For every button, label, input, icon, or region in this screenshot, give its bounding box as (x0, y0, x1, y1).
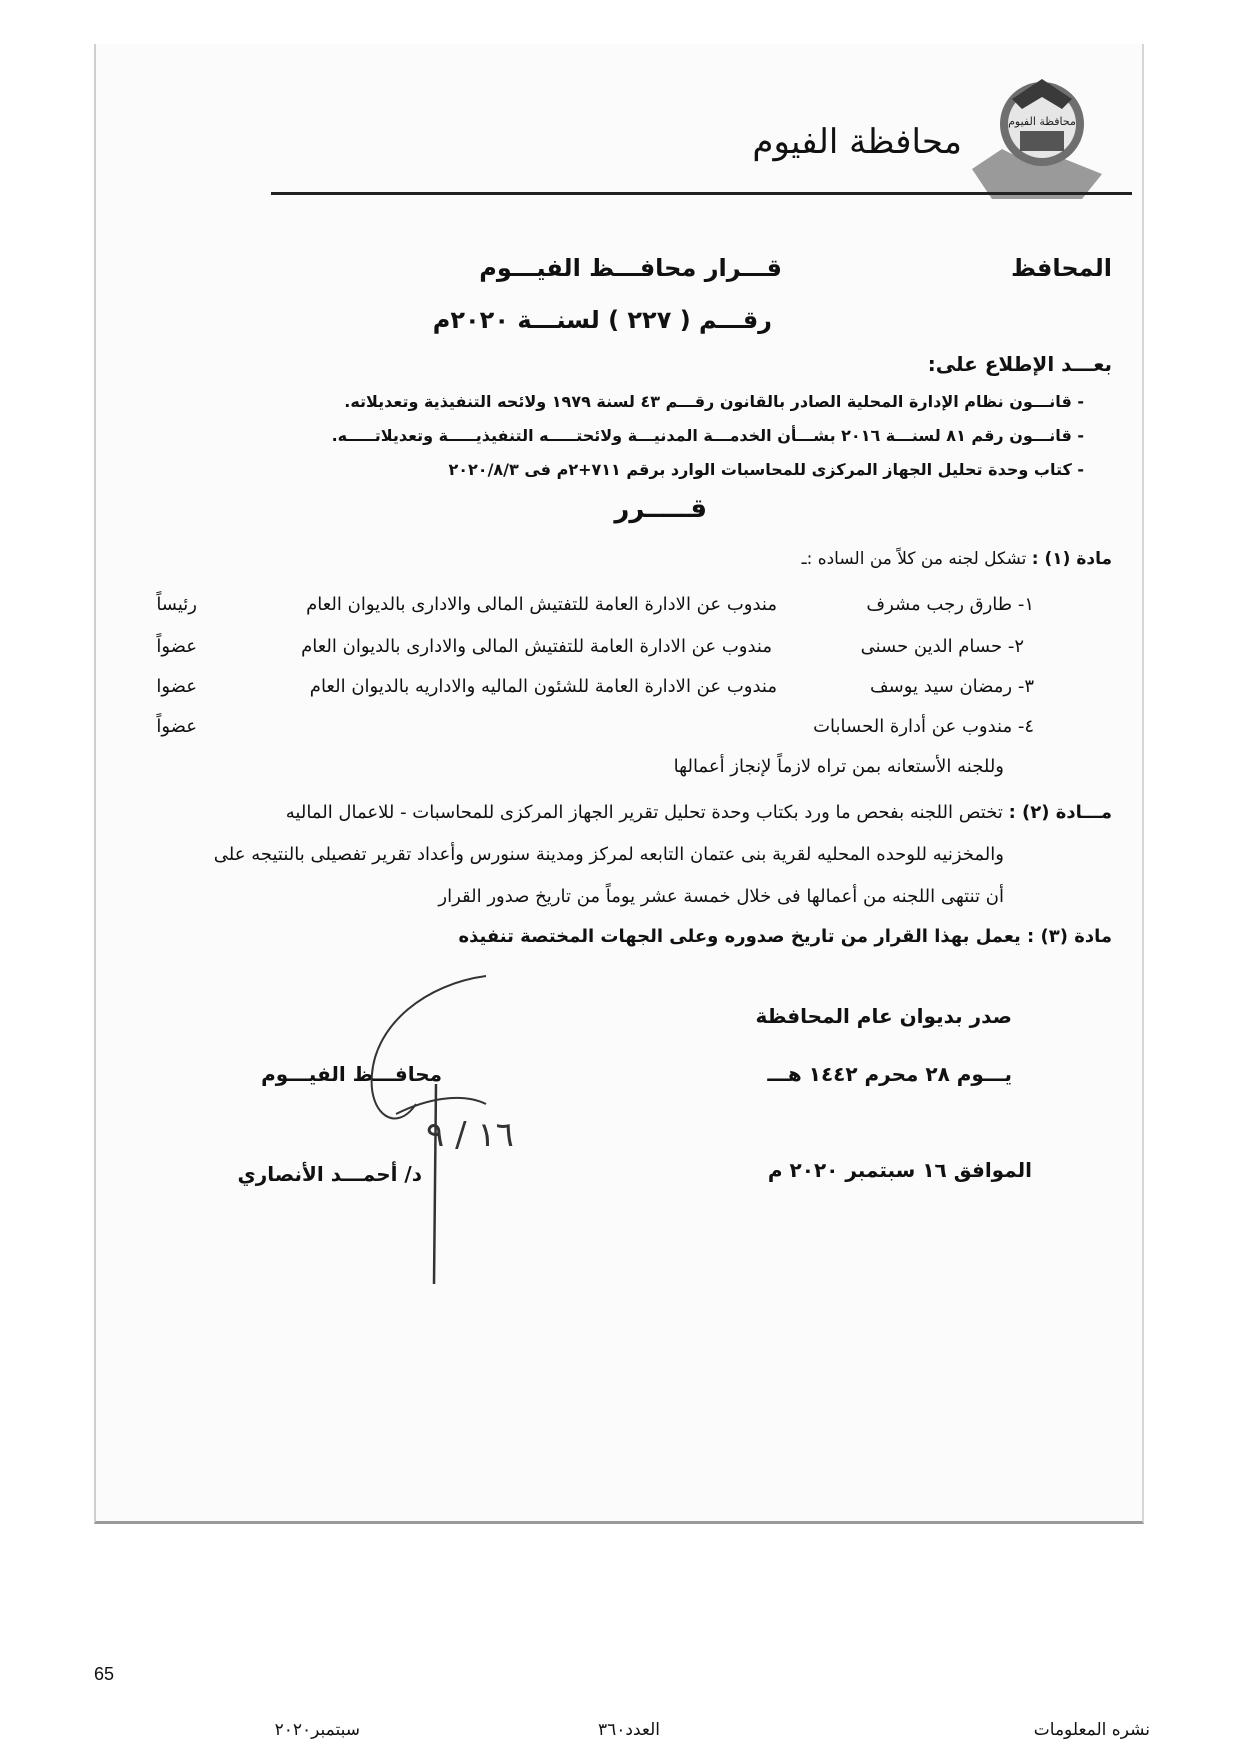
article-3-text: يعمل بهذا القرار من تاريخ صدوره وعلى الجهات المختصة تنفيذه (458, 926, 1021, 947)
article-2-label: مـــادة (٢) : (1008, 802, 1112, 823)
decree-number: رقـــم ( ٢٢٧ ) لسنـــة ٢٠٢٠م (432, 306, 772, 334)
decree-title: قـــرار محافـــظ الفيـــوم (479, 254, 782, 282)
member-4-role: عضواً (156, 716, 197, 737)
article-2-line-2: والمخزنيه للوحده المحليه لقرية بنى عتمان التابعه لمركز ومدينة سنورس وأعداد تقرير تفصيلى بالنتيجه على (213, 844, 1004, 865)
footer-month: سبتمبر٢٠٢٠ (274, 1720, 360, 1740)
reference-1: - قانـــون نظام الإدارة المحلية الصادر بالقانون رقـــم ٤٣ لسنة ١٩٧٩ ولائحه التنفيذية وتعديلاته. (344, 392, 1084, 411)
signatory-title: محافـــظ الفيـــوم (261, 1062, 442, 1086)
member-2-office: مندوب عن الادارة العامة للتفتيش المالى والادارى بالديوان العام (301, 636, 772, 657)
reference-3: - كتاب وحدة تحليل الجهاز المركزى للمحاسبات الوارد برقم ٧١١+٢م فى ٢٠٢٠/٨/٣ (448, 460, 1084, 479)
issued-at: صدر بديوان عام المحافظة (755, 1004, 1012, 1028)
member-3-office: مندوب عن الادارة العامة للشئون الماليه والاداريه بالديوان العام (309, 676, 777, 697)
header-divider (271, 192, 1132, 195)
gregorian-date: الموافق ١٦ سبتمبر ٢٠٢٠ م (767, 1158, 1032, 1182)
member-1-office: مندوب عن الادارة العامة للتفتيش المالى والادارى بالديوان العام (306, 594, 777, 615)
article-1 (802, 549, 1112, 569)
hijri-date: يـــوم ٢٨ محرم ١٤٤٢ هـــ (767, 1062, 1012, 1086)
member-2-name: ٢- حسام الدين حسنى (860, 636, 1024, 657)
article-1-label: مادة (١) : (1031, 549, 1112, 569)
article-1-text: تشكل لجنه من كلاً من الساده :ـ (801, 549, 1027, 569)
page-number: 65 (94, 1664, 115, 1684)
reference-2: - قانـــون رقم ٨١ لسنـــة ٢٠١٦ بشـــأن الخدمـــة المدنيـــة ولائحتـــــه التنفيذيـــــة وتعديلاتـــــه. (331, 426, 1084, 445)
article-3 (458, 926, 1112, 947)
signatory-name: د/ أحمـــد الأنصاري (237, 1162, 422, 1186)
member-4-name: ٤- مندوب عن أدارة الحسابات (813, 716, 1034, 737)
handwritten-signature-icon (366, 964, 586, 1294)
decides-heading: قـــــرر (614, 494, 707, 524)
member-1-name: ١- طارق رجب مشرف (866, 594, 1034, 615)
article-2-line-3: أن تنتهى اللجنه من أعمالها فى خلال خمسة عشر يوماً من تاريخ صدور القرار (438, 886, 1004, 907)
member-2-role: عضواً (156, 636, 197, 657)
member-3-name: ٣- رمضان سيد يوسف (870, 676, 1034, 697)
committee-note: وللجنه الأستعانه بمن تراه لازماً لإنجاز أعمالها (673, 756, 1004, 777)
governorate-seal-icon (962, 59, 1112, 209)
member-1-role: رئيساً (156, 594, 197, 615)
seal-label: محافظة الفيوم (1008, 115, 1076, 128)
article-3-label: مادة (٣) : (1027, 926, 1112, 947)
article-2-text-1: تختص اللجنه بفحص ما ورد بكتاب وحدة تحليل تقرير الجهاز المركزى للمحاسبات - للاعمال الماليه (285, 802, 1003, 823)
issuer-label: المحافظ (1010, 254, 1112, 282)
scanned-document (94, 44, 1144, 1524)
governorate-name: محافظة الفيوم (752, 122, 962, 162)
after-review-heading: بعـــد الإطلاع على: (927, 352, 1112, 376)
footer-issue: العدد٣٦٠ (597, 1720, 660, 1740)
article-2-line-1 (286, 802, 1112, 823)
member-3-role: عضوا (156, 676, 197, 697)
signature-date: ١٦ / ٩ (426, 1115, 514, 1155)
footer-publication: نشره المعلومات (1033, 1720, 1150, 1740)
